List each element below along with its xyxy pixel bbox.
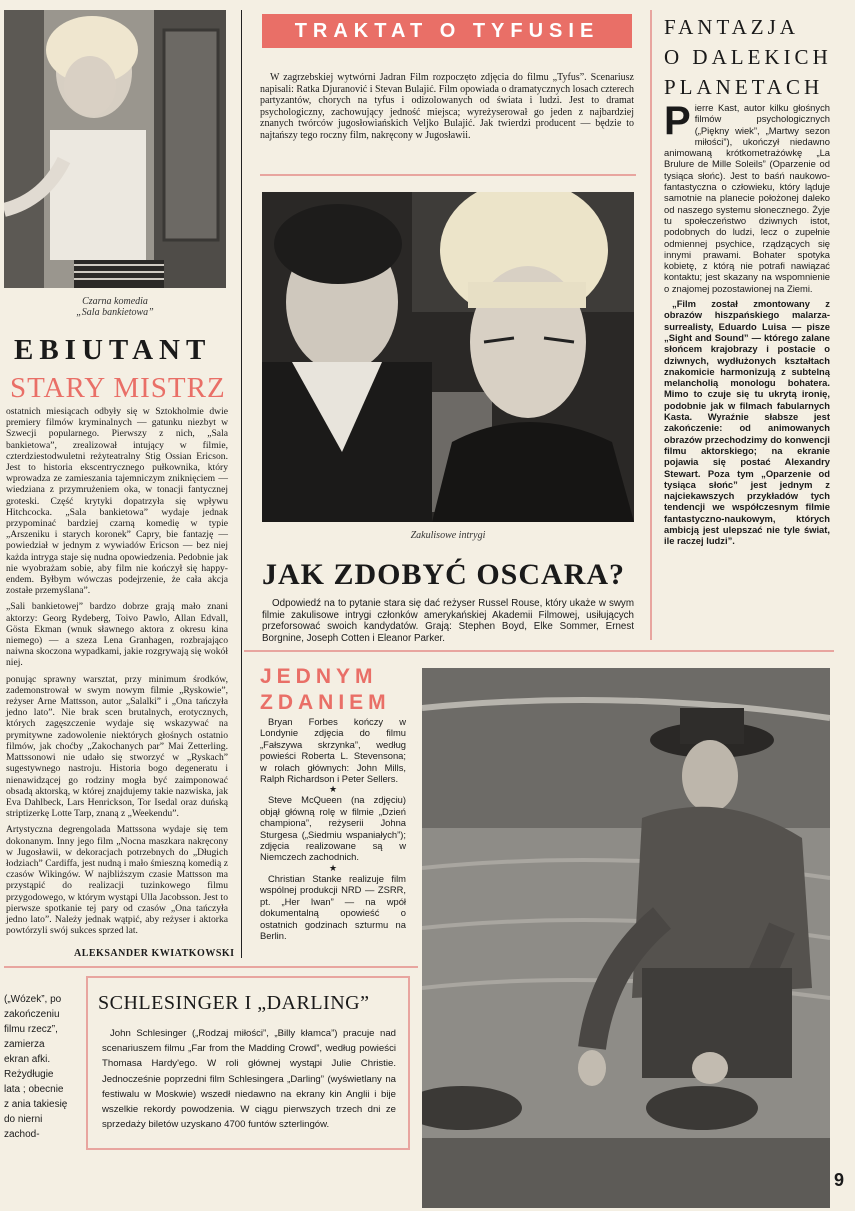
traktat-body: W zagrzebskiej wytwórni Jadran Film rozpoczęto zdjęcia do filmu „Tyfus”. Scenariusz napisali: Ratka Djuranović i Stevan Bulajić. Film opowiada o dramatycznych losach czterech partyzantów, chorych na tyfus i odizolowanych od świata i ludzi. Jest to dramat psychologiczny, zachowujący jedność miejsca; wyreżyserował go jeden z najbardziej znanych twórców jugosłowiańskich Veljko Bulajić. Jak twierdzi producent — będzie to najtańszy tego roczny film, nakręcony w Jugosławii. bbox=[260, 72, 634, 141]
fantazja-title-line2: O DALEKICH bbox=[664, 45, 832, 69]
bottom-left-fragment: („Wózek”, po zakończeniu filmu rzecz”, zamierza ekran afki. Reżydługie lata ; obecnie z ania takiesię do nierni zachod- bbox=[4, 994, 68, 1140]
photo-steve-mcqueen-image bbox=[422, 668, 830, 1208]
photo-steve-mcqueen bbox=[422, 668, 830, 1208]
photo-czarna-komedia-image bbox=[4, 10, 226, 288]
photo-zakulisowe-intrygi-image bbox=[262, 192, 634, 522]
fantazja-title-line3: PLANETACH bbox=[664, 75, 824, 99]
traktat-title: TRAKTAT O TYFUSIE bbox=[294, 20, 600, 42]
jednym-item2: Steve McQueen (na zdjęciu) objął główną rolę w filmie „Dzień championa”, reżyserii Johna Sturgesa („Siedmiu wspaniałych”); zdjęcia realizowane są w Niemczech zachodnich. bbox=[260, 794, 406, 863]
author-signature: ALEKSANDER KWIATKOWSKI bbox=[74, 948, 235, 959]
left-article-body bbox=[6, 406, 228, 941]
headline-debiutant: EBIUTANT bbox=[14, 334, 212, 366]
jednym-body bbox=[260, 716, 406, 941]
left-paragraph-1: ostatnich miesiącach odbyły się w Sztokholmie dwie premiery filmów kryminalnych — gatunku niezbyt w Szwecji popularnego. Pierwszy z nich, „Sala bankietowa”, zrealizował intujący w filmie, czterdziestodwuletni reżyteatralny Stig Ossian Ericson. Jest to historia ekscentrycznego pułkownika, który wprowadza ze zamieszania tajemniczym zniknięciem — wiedziana z przymrużeniem oka, w tonacji fantycznej groteski. Część krytyki dopatrzyła się wpływu Hitchcocka. „Sala bankietowa” wydaje jednak przypominać bardziej czarną komedię w typie „Arszeniku i starych koronek” Capry, bie fantazję — powiedział w jednym z wywiadów Ericson — bez niej każda intryga staje się nudna opowiedzenia. Pedobnie jak nie wyobrażam sobie, aby film nie kończył się happy-endem. Byłbym wówczas podejrzenie, że cała akcja zostałe przemyślana”. bbox=[6, 406, 228, 597]
photo-zakulisowe-intrygi bbox=[262, 192, 634, 522]
traktat-rule bbox=[260, 174, 636, 176]
photo-czarna-komedia bbox=[4, 10, 226, 288]
schlesinger-box bbox=[86, 976, 410, 1150]
fantazja-body1: ierre Kast, autor kilku głośnych filmów psychologicznych („Piękny wiek”, „Martwy sezon miłości”), ukończył niedawno animowaną krótkometrażówkę „La Brulure de Mille Soleils” (Oparzenie od tysiąca słońc). Jest to baśń naukowo-fantastyczna o człowieku, który ląduje samotnie na planecie położonej daleko od naszego systemu słonecznego. Żyje tu społeczeństwo dziwnych istot, podobnych do ludzi, lecz o zupełnie odmiennej psychice, rządzących się innymi prawami. Bohater spotyka kobietę, z którą nie potrafi nawiązać kontaktu; jest skazany na wspomnienie o znajomej pozostawionej na Ziemi. bbox=[664, 102, 830, 294]
left-paragraph-4: Artystyczna degrengolada Mattssona wydaje się tem dokonanym. Inny jego film „Nocna maszkara nakręcony w Jugosławii, w dekoracjach potrzebnych do „Długich łodziach” Cardiffa, jest nudną i mało śmieszną komedią z czasów Wikingów. W najbliższym czasie Mattsson ma przystąpić do realizacji tuzinkowego filmu przygodowego, w którym wystąpi Ulla Jacobsson. Jest to pierwsze spotkanie tej pary od czasów „Ona tańczyła jedno lato”. Należy jednak wątpić, aby reżyser i aktorka powtórzyli swój sukces sprzed lat. bbox=[6, 824, 228, 937]
fantazja-title-line1: FANTAZJA bbox=[664, 15, 799, 39]
jednym-item1: Bryan Forbes kończy w Londynie zdjęcia do filmu „Fałszywa skrzynka”, według powieści Roberta L. Stevensona; w rolach głównych: John Mills, Ralph Richardson i Peter Sellers. bbox=[260, 716, 406, 785]
jednym-star2: ★ bbox=[328, 862, 338, 873]
fantazja-body2: „Film został zmontowany z obrazów hiszpańskiego malarza-surrealisty, Eduardo Luisa — pisze „Sight and Sound” — którego zalane słońcem krajobrazy i postacie o dziwnych, wydłużonych kształtach znakomicie harmonizują z subtelną melancholią monologu bohatera. Mimo to czuje się tu ukrytą ironię, podobnie jak w filmach fabularnych Kasta. Wyraźnie słabsze jest zakończenie: od animowanych obrazów przechodzimy do konwencji filmu aktorskiego; na ekranie pojawia się postać Alexandry Stewart. Poza tym „Oparzenie od tysiąca słońc” jest jednym z najciekawszych przykładów tych tendencji we współczesnym filmie fantastyczno-naukowym, których ambicją jest ulepszać nie tyle świat, ile raczej ludzi”. bbox=[664, 298, 830, 547]
bottom-rule bbox=[4, 966, 418, 968]
schlesinger-body: John Schlesinger („Rodzaj miłości”, „Billy kłamca”) pracuje nad scenariuszem filmu „Far from the Madding Crowd”, według powieści Thomasa Hardy'ego. W roli głównej wystąpi Julie Christie. Jednocześnie poprzedni film Schlesingera „Darling” (wyświetlany na festiwalu w Moskwie) wszedł niedawno na ekrany kin Anglii i bije wszelkie rekordy powodzenia. W ciągu pierwszych trzech dni ze sprzedaży biletów uzyskano 4700 funtów szterlingów. bbox=[102, 1028, 396, 1131]
left-paragraph-3: ponując sprawny warsztat, przy minimum środków, zademonstrował w swym nowym filmie „Ryskowie”, reżyser Arne Mattsson, autor „Salalki” i „Ona tańczyła jedno lato”. Nie brak scen brutalnych, erotycznych, których zagęszczenie wydaje się wskazywać na prymitywne zadowolenie niektórych głośnych ostatnio filmów, jak choćby „Zakochanych par” Mai Zetterling. Mattssonowi nie udało się stworzyć w „Ryskach” sugestywnego nastroju. Historia bogo degeneratu i nienawidzącej go rodziny mogła być zaimponować obsadą aktorską, w której znajdujemy takie nazwiska, jak Eva Dahlbeck, Lars Henrickson, Tor Isedal oraz duńską striptizerkę Lotte Tarp, znaną z „Weekendu”. bbox=[6, 673, 228, 820]
column-rule-right bbox=[650, 10, 652, 640]
schlesinger-title: SCHLESINGER I „DARLING” bbox=[98, 992, 370, 1014]
jednym-title bbox=[260, 664, 391, 716]
fantazja-body-container bbox=[664, 99, 830, 547]
oscar-photo-caption: Zakulisowe intrygi bbox=[410, 530, 486, 541]
jednym-title-line2: ZDANIEM bbox=[260, 691, 391, 714]
fantazja-title bbox=[664, 12, 844, 102]
fantazja-drop-cap: P bbox=[664, 99, 691, 143]
photo-caption-line2: „Sala bankietowa” bbox=[76, 307, 154, 318]
jednym-item3: Christian Stanke realizuje film wspólnej produkcji NRD — ZSRR, pt. „Her Iwan” — na wpół dokumentalną opowieść o ostatnich godzinach szturmu na Berlin. bbox=[260, 872, 406, 941]
mid-rule bbox=[244, 650, 834, 652]
photo-caption-line1: Czarna komedia bbox=[82, 296, 148, 307]
oscar-body: Odpowiedź na to pytanie stara się dać reżyser Russel Rouse, który ukaże w swym filmie zakulisowe intrygi członków amerykańskiej Akademii Filmowej, usiłujących przeforsować swoich kandydatów. Grają: Stephen Boyd, Elke Sommer, Ernest Borgnine, Joseph Cotten i Eleanor Parker. bbox=[262, 598, 634, 644]
jednym-star1: ★ bbox=[328, 784, 338, 795]
left-paragraph-2: „Sali bankietowej” bardzo dobrze grają mało znani aktorzy: Georg Rydeberg, Toivo Pawlo, Allan Edvall, Gösta Ekman (wnuk sławnego aktora z okresu kina niemego) — a szeza Lena Granhagen, rozbrajająco naiwna skoczona wypadkami, jakie rozgrywają się wokół niej. bbox=[6, 601, 228, 669]
headline-stary-mistrz: STARY MISTRZ bbox=[10, 372, 226, 404]
page-number: 9 bbox=[834, 1170, 845, 1190]
column-rule-left bbox=[241, 10, 242, 958]
jednym-title-line1: JEDNYM bbox=[260, 665, 378, 688]
headline-oscar: JAK ZDOBYĆ OSCARA? bbox=[262, 558, 626, 591]
traktat-title-bar bbox=[262, 14, 632, 48]
